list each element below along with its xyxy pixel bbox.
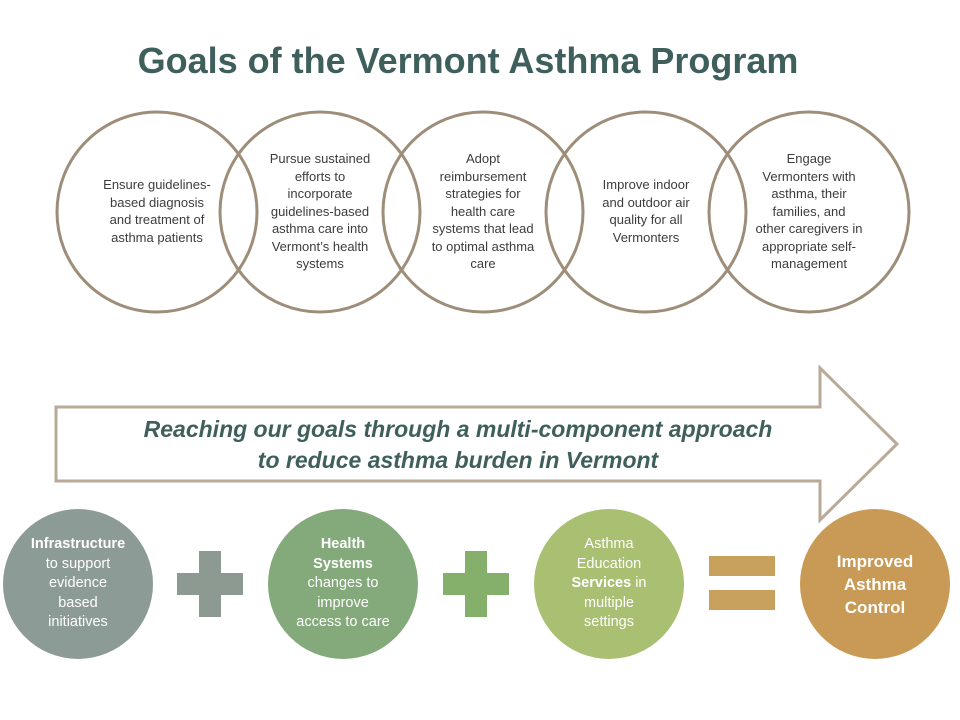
approach-arrow-text: Reaching our goals through a multi-component approach to reduce asthma burden in Vermont bbox=[143, 416, 773, 473]
goal-text-2: Pursue sustained efforts to incorporate guidelines-based asthma care into Vermont’s health systems bbox=[269, 151, 371, 271]
plus-icon bbox=[177, 551, 243, 617]
component-health-systems: Health Systems changes to improve access to care bbox=[268, 509, 418, 659]
result-improved-asthma-control: Improved Asthma Control bbox=[800, 509, 950, 659]
goal-text-5: Engage Vermonters with asthma, their families, and other caregivers in appropriate self- management bbox=[755, 151, 863, 271]
component-infrastructure: Infrastructure to support evidence based initiatives bbox=[3, 509, 153, 659]
goal-text-4: Improve indoor and outdoor air quality for all Vermonters bbox=[602, 177, 690, 245]
component-asthma-education: Asthma Education Services in multiple settings bbox=[534, 509, 684, 659]
equals-icon bbox=[709, 556, 775, 612]
plus-icon bbox=[443, 551, 509, 617]
goal-text-1: Ensure guidelines- based diagnosis and treatment of asthma patients bbox=[103, 177, 211, 245]
page-title: Goals of the Vermont Asthma Program bbox=[137, 40, 799, 81]
goal-text-3: Adopt reimbursement strategies for health care systems that lead to optimal asthma care bbox=[431, 151, 535, 271]
